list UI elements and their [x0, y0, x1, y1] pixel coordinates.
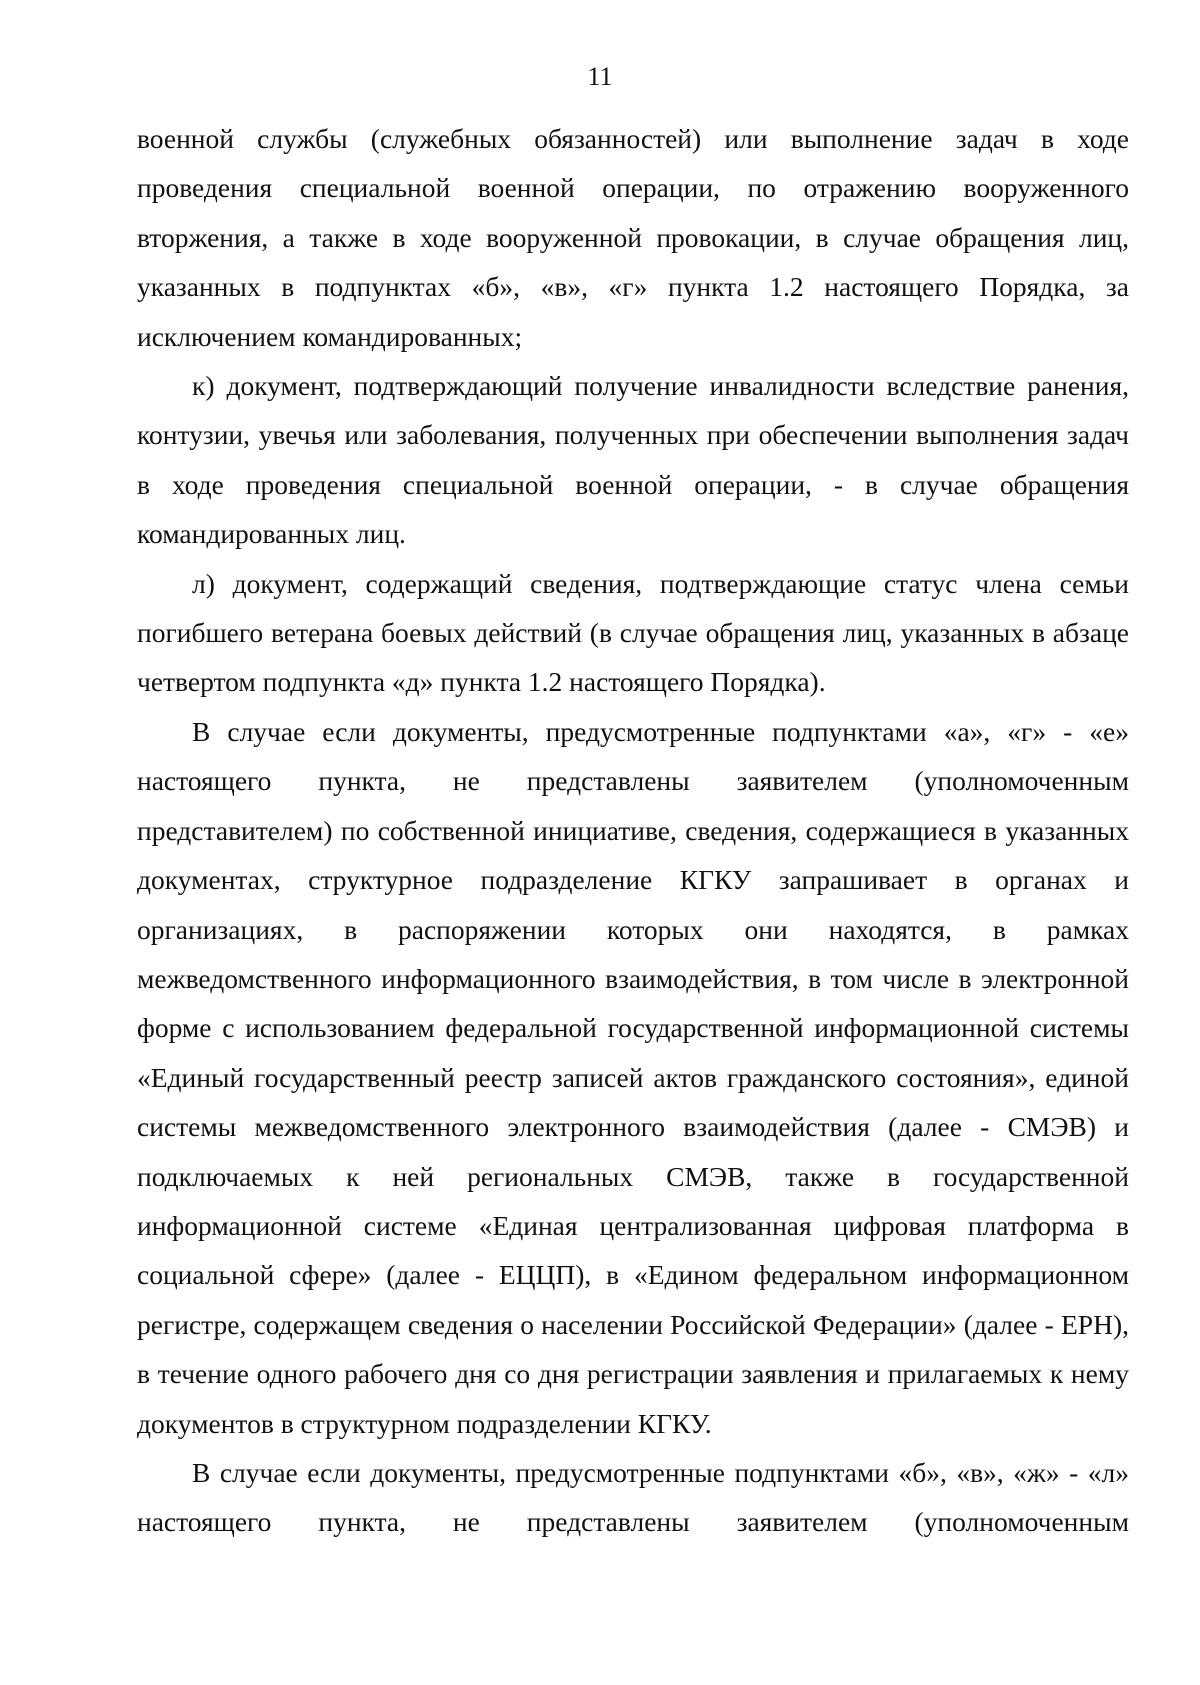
page-number: 11 [587, 62, 613, 91]
document-body [137, 114, 1129, 1547]
paragraph-documents-not-submitted: В случае если документы, предусмотренные подпунктами «б», «в», «ж» - «л» настоящего пункта, не представлены заявителем (уполномоченным [137, 1456, 1129, 1538]
paragraph-item-k: к) документ, подтверждающий получение инвалидности вследствие ранения, контузии, увечья или заболевания, полученных при обеспечении выполнения задач в ходе проведения специальной военной операции, - в случае обращения командированных лиц. [137, 370, 1129, 550]
paragraph-interagency-request: В случае если документы, предусмотренные подпунктами «а», «г» - «е» настоящего пункта, не представлены заявителем (уполномоченным представителем) по собственной инициативе, сведения, содержащиеся в указанных документах, структурное подразделение КГКУ запрашивает в органах и организациях, в распоряжении которых они находятся, в рамках межведомственного информационного взаимодействия, в том числе в электронной форме с использованием федеральной государственной информационной системы «Единый государственный реестр записей актов гражданского состояния», единой системы межведомственного электронного взаимодействия (далее - СМЭВ) и подключаемых к ней региональных СМЭВ, также в государственной информационной системе «Единая централизованная цифровая платформа в социальной сфере» (далее - ЕЦЦП), в «Едином федеральном информационном регистре, содержащем сведения о населении Российской Федерации» (далее - ЕРН), в течение одного рабочего дня со дня регистрации заявления и прилагаемых к нему документов в структурном подразделении КГКУ. [137, 715, 1129, 1439]
paragraph-continuation: военной службы (служебных обязанностей) или выполнение задач в ходе проведения специальной военной операции, по отражению вооруженного вторжения, а также в ходе вооруженной провокации, в случае обращения лиц, указанных в подпунктах «б», «в», «г» пункта 1.2 настоящего Порядка, за исключением командированных; [137, 123, 1129, 352]
paragraph-item-l: л) документ, содержащий сведения, подтверждающие статус члена семьи погибшего ветерана боевых действий (в случае обращения лиц, указанных в абзаце четвертом подпункта «д» пункта 1.2 настоящего Порядка). [137, 567, 1129, 698]
